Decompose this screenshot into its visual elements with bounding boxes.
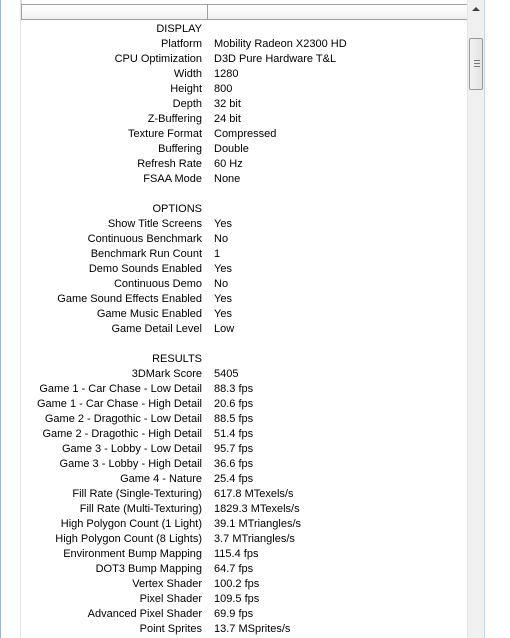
item-label: Continuous Benchmark [87,233,202,245]
item-label: Height [170,83,202,95]
list-item[interactable] [21,442,467,457]
item-value: 1829.3 MTexels/s [214,503,300,515]
item-value: 109.5 fps [214,593,260,605]
section-header [21,22,467,37]
item-label: CPU Optimization [114,53,202,65]
item-label: DOT3 Bump Mapping [95,563,202,575]
item-label: Continuous Demo [113,278,202,290]
item-label: Demo Sounds Enabled [88,263,202,275]
list-item[interactable] [21,67,467,82]
item-value: 39.1 MTriangles/s [214,518,302,530]
item-label: Z-Buffering [147,113,202,125]
item-label: Width [173,68,202,80]
item-value: Mobility Radeon X2300 HD [214,38,347,50]
list-item[interactable] [21,82,467,97]
list-item[interactable] [21,502,467,517]
scrollbar-thumb[interactable] [469,38,483,90]
list-item[interactable] [21,382,467,397]
list-item[interactable] [21,577,467,592]
list-item[interactable] [21,592,467,607]
item-value: 100.2 fps [214,578,260,590]
item-label: Game 1 - Car Chase - High Detail [36,398,202,410]
item-label: Game Sound Effects Enabled [57,293,202,305]
list-item[interactable] [21,307,467,322]
item-value: 800 [214,83,233,95]
section-spacer [21,187,467,202]
item-label: Game 1 - Car Chase - Low Detail [39,383,202,395]
list-item[interactable] [21,472,467,487]
item-value: 69.9 fps [214,608,254,620]
item-value: 617.8 MTexels/s [214,488,294,500]
section-header [21,352,467,367]
list-item[interactable] [21,232,467,247]
list-item[interactable] [21,487,467,502]
list-item[interactable] [21,37,467,52]
item-value: 64.7 fps [214,563,254,575]
item-value: Yes [214,293,232,305]
grip-icon [474,60,480,68]
item-label: Game 3 - Lobby - Low Detail [61,443,202,455]
list-item[interactable] [21,427,467,442]
item-value: 51.4 fps [214,428,254,440]
item-label: 3DMark Score [131,368,202,380]
item-value: Yes [214,218,232,230]
item-value: 3.7 MTriangles/s [214,533,295,545]
list-item[interactable] [21,397,467,412]
item-value: 1280 [214,68,239,80]
list-item[interactable] [21,412,467,427]
scroll-up-arrow-icon[interactable] [468,0,484,17]
results-list [21,22,467,637]
item-label: Vertex Shader [132,578,202,590]
item-label: Game 2 - Dragothic - Low Detail [44,413,202,425]
item-label: Depth [172,98,202,110]
item-label: Game Music Enabled [96,308,202,320]
item-label: Advanced Pixel Shader [87,608,202,620]
list-item[interactable] [21,622,467,637]
item-label: Refresh Rate [137,158,202,170]
item-label: Game 4 - Nature [120,473,202,485]
list-item[interactable] [21,532,467,547]
item-label: Game Detail Level [111,323,202,335]
item-value: 32 bit [214,98,241,110]
section-title: RESULTS [152,353,202,365]
list-item[interactable] [21,97,467,112]
item-label: Benchmark Run Count [90,248,202,260]
item-value: Low [214,323,235,335]
item-label: High Polygon Count (1 Light) [60,518,202,530]
item-value: No [214,278,229,290]
list-item[interactable] [21,367,467,382]
item-label: Buffering [158,143,202,155]
list-item[interactable] [21,112,467,127]
vertical-scrollbar[interactable] [467,0,484,638]
item-label: Fill Rate (Multi-Texturing) [79,503,202,515]
list-item[interactable] [21,547,467,562]
item-label: FSAA Mode [143,173,202,185]
item-value: D3D Pure Hardware T&L [214,53,337,65]
item-value: 60 Hz [214,158,243,170]
item-label: Pixel Shader [139,593,202,605]
list-item[interactable] [21,142,467,157]
list-item[interactable] [21,277,467,292]
column-header-label[interactable] [22,5,208,19]
section-title: OPTIONS [152,203,202,215]
list-item[interactable] [21,172,467,187]
item-value: 13.7 MSprites/s [214,623,291,635]
item-label: Texture Format [128,128,202,140]
item-value: 36.6 fps [214,458,254,470]
item-value: 24 bit [214,113,241,125]
item-label: High Polygon Count (8 Lights) [55,533,202,545]
list-item[interactable] [21,322,467,337]
list-item[interactable] [21,607,467,622]
item-label: Show Title Screens [107,218,202,230]
section-title: DISPLAY [156,23,202,35]
item-value: 25.4 fps [214,473,254,485]
list-item[interactable] [21,517,467,532]
left-gutter [1,0,21,638]
list-item[interactable] [21,52,467,67]
item-value: Compressed [214,128,277,140]
section-header [21,202,467,217]
item-value: 5405 [214,368,239,380]
list-item[interactable] [21,562,467,577]
list-item[interactable] [21,127,467,142]
item-value: 88.3 fps [214,383,254,395]
item-value: Yes [214,308,232,320]
section-spacer [21,337,467,352]
item-label: Game 3 - Lobby - High Detail [59,458,202,470]
list-item[interactable] [21,217,467,232]
item-value: 1 [214,248,221,260]
item-value: Yes [214,263,232,275]
list-item[interactable] [21,247,467,262]
item-label: Fill Rate (Single-Texturing) [72,488,202,500]
item-label: Platform [161,38,202,50]
item-value: Double [214,143,249,155]
list-item[interactable] [21,262,467,277]
item-label: Point Sprites [139,623,202,635]
item-value: 88.5 fps [214,413,254,425]
item-value: 95.7 fps [214,443,254,455]
list-column-header [21,4,469,20]
item-label: Environment Bump Mapping [63,548,202,560]
list-item[interactable] [21,157,467,172]
item-value: 20.6 fps [214,398,254,410]
item-label: Game 2 - Dragothic - High Detail [42,428,202,440]
list-item[interactable] [21,292,467,307]
list-item[interactable] [21,457,467,472]
item-value: None [214,173,241,185]
column-header-value[interactable] [208,5,468,19]
item-value: No [214,233,229,245]
item-value: 115.4 fps [214,548,259,560]
right-pane [484,0,510,638]
